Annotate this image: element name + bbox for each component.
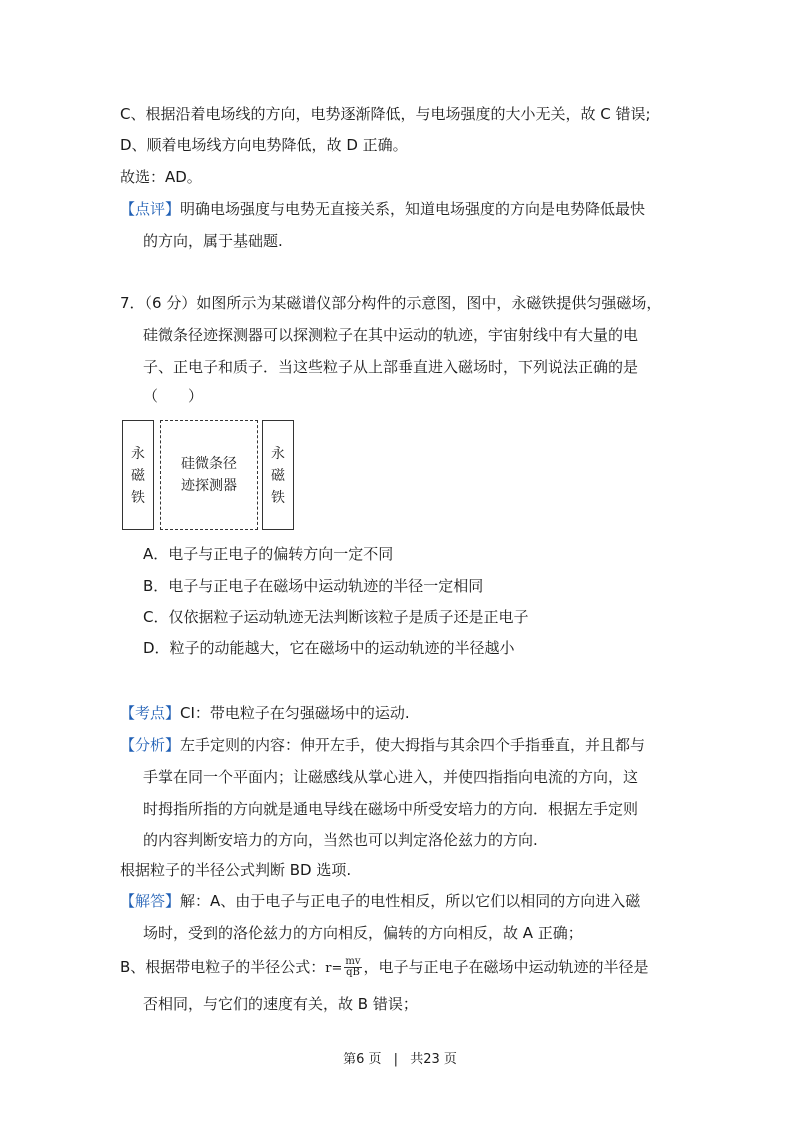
question-stem-3: 子、正电子和质子．当这些粒子从上部垂直进入磁场时，下列说法正确的是 (143, 358, 639, 376)
detector-label-line-1: 硅微条径 (181, 456, 237, 472)
radius-line: 根据粒子的半径公式判断 BD 选项. (120, 861, 352, 879)
magnet-right (262, 420, 294, 530)
solution-line-d: D、顺着电场线方向电势降低，故 D 正确。 (120, 136, 408, 154)
jieda-tag: 【解答】 (120, 892, 181, 910)
question-stem-1 (120, 293, 661, 313)
magnet-left-char-2: 磁 (131, 468, 145, 484)
fenxi-tag: 【分析】 (120, 736, 181, 754)
question-score: （6 分） (144, 294, 197, 312)
silicon-strip-detector (160, 420, 258, 530)
question-stem-text-1: 如图所示为某磁谱仪部分构件的示意图，图中，永磁铁提供匀强磁场， (196, 294, 662, 312)
magnet-left-label (123, 443, 153, 509)
question-stem-2: 硅微条径迹探测器可以探测粒子在其中运动的轨迹，宇宙射线中有大量的电 (143, 326, 639, 344)
magnet-left-char-1: 永 (131, 446, 145, 462)
formula-numerator: mv (345, 956, 361, 967)
comment-tag: 【点评】 (120, 200, 181, 218)
fenxi-line-1 (120, 735, 645, 755)
radius-formula (344, 957, 361, 978)
comment-line-1 (120, 199, 645, 219)
kaodian-text: CI：带电粒子在匀强磁场中的运动. (180, 704, 410, 722)
b-suffix: ，电子与正电子在磁场中运动轨迹的半径是 (363, 958, 649, 976)
fenxi-text-1: 左手定则的内容：伸开左手，使大拇指与其余四个手指垂直，并且都与 (180, 736, 646, 754)
question-number: 7． (120, 294, 145, 312)
detector-label-line-2: 迹探测器 (181, 478, 237, 494)
formula-denominator: qB (346, 967, 360, 978)
jieda-line-1 (120, 891, 640, 911)
answer-choice: 故选：AD。 (120, 168, 202, 186)
solution-line-c: C、根据沿着电场线的方向，电势逐渐降低，与电场强度的大小无关，故 C 错误; (120, 105, 651, 123)
magnet-left-char-3: 铁 (131, 490, 145, 506)
option-a: A．电子与正电子的偏转方向一定不同 (143, 545, 394, 563)
kaodian-tag: 【考点】 (120, 704, 181, 722)
magnet-right-label (263, 443, 293, 509)
magnet-right-char-3: 铁 (271, 490, 285, 506)
jieda-text-1: 解：A、由于电子与正电子的电性相反，所以它们以相同的方向进入磁 (180, 892, 641, 910)
option-c: C．仅依据粒子运动轨迹无法判断该粒子是质子还是正电子 (143, 608, 529, 626)
jieda-line-2: 场时，受到的洛伦兹力的方向相反，偏转的方向相反，故 A 正确； (143, 924, 583, 942)
jieda-line-b2: 否相同，与它们的速度有关，故 B 错误； (143, 995, 418, 1013)
fenxi-line-3: 时拇指所指的方向就是通电导线在磁场中所受安培力的方向．根据左手定则 (143, 800, 639, 818)
option-b: B．电子与正电子在磁场中运动轨迹的半径一定相同 (143, 577, 484, 595)
fenxi-line-4: 的内容判断安培力的方向，当然也可以判定洛伦兹力的方向. (143, 831, 538, 849)
comment-line-2: 的方向，属于基础题. (143, 232, 283, 250)
jieda-line-b (120, 957, 649, 979)
magnet-left (122, 420, 154, 530)
option-d: D．粒子的动能越大，它在磁场中的运动轨迹的半径越小 (143, 639, 515, 657)
footer-separator: | (393, 1052, 399, 1067)
detector-label (161, 453, 257, 497)
comment-text-1: 明确电场强度与电势无直接关系，知道电场强度的方向是电势降低最快 (180, 200, 646, 218)
page-footer (0, 1048, 800, 1067)
page-number: 第6 页 (343, 1052, 382, 1067)
magnet-right-char-2: 磁 (271, 468, 285, 484)
b-prefix: B、根据带电粒子的半径公式： (120, 958, 326, 976)
page-total: 共23 页 (410, 1052, 457, 1067)
answer-blank: （ ） (143, 387, 204, 405)
fenxi-line-2: 手掌在同一个平面内；让磁感线从掌心进入，并使四指指向电流的方向，这 (143, 768, 639, 786)
kaodian-line (120, 703, 410, 723)
formula-lhs: r= (325, 961, 343, 976)
magnet-right-char-1: 永 (271, 446, 285, 462)
